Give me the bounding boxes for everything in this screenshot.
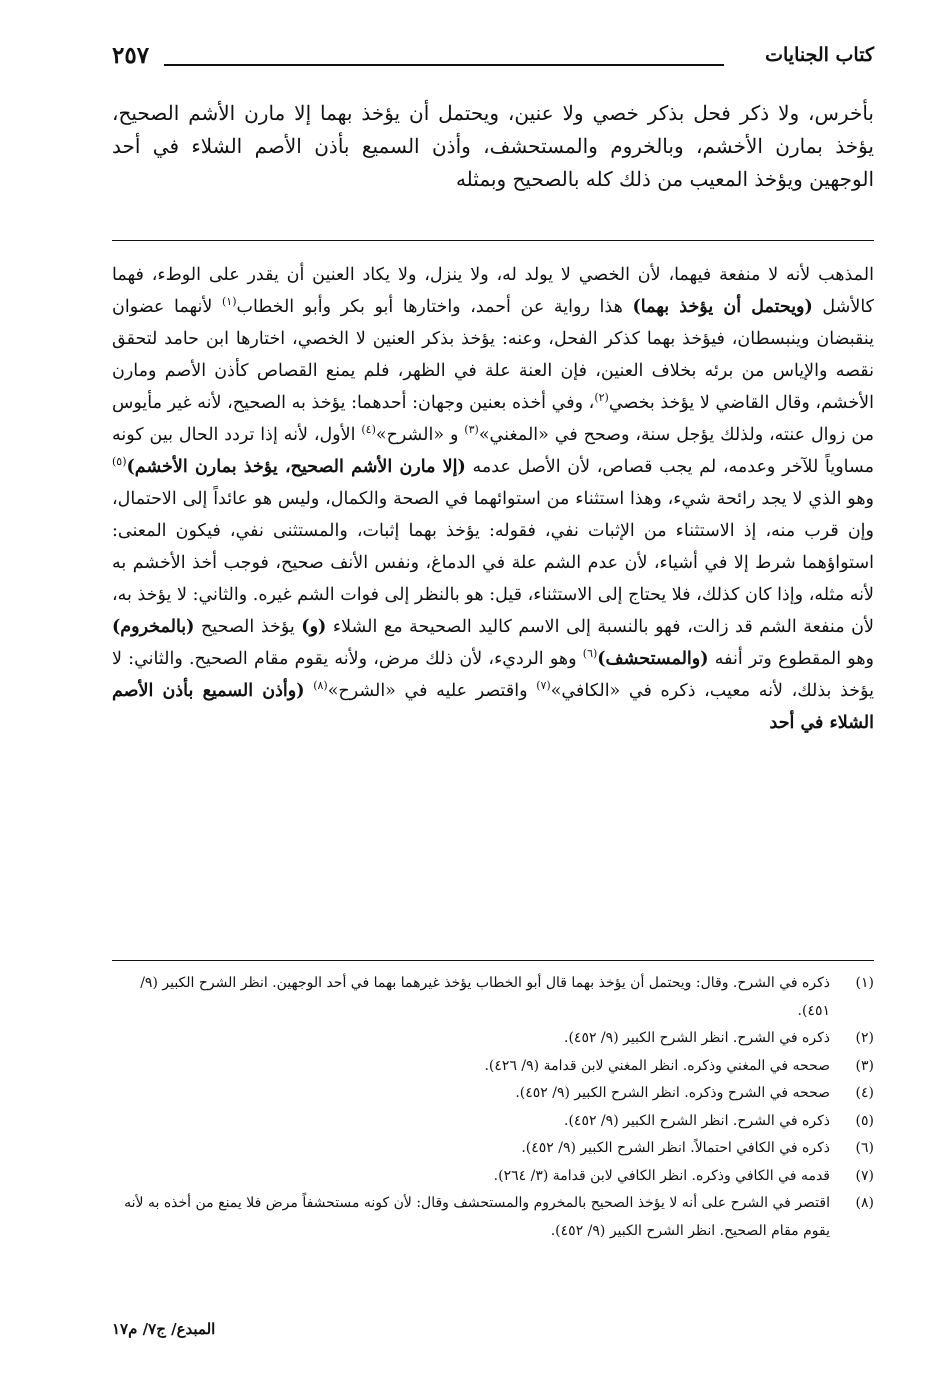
footnote-ref: (٤) — [361, 423, 376, 437]
footnote-number: (٢) — [855, 1030, 874, 1046]
signature-mark: المبدع/ ج٧/ م١٧ — [112, 1320, 216, 1338]
footnote-ref: (٥) — [112, 455, 127, 469]
footnote-ref: (٢) — [594, 391, 609, 405]
matn-quote: (ويحتمل أن يؤخذ بهما) — [632, 297, 813, 317]
footnote-ref: (٣) — [464, 423, 479, 437]
matn-quote: (إلا مارن الأشم الصحيح، يؤخذ بمارن الأخشم) — [126, 457, 466, 477]
footnote — [112, 970, 874, 1025]
footnote-text: ذكره في الكافي احتمالاً. انظر الشرح الكبير (٩/ ٤٥٢). — [521, 1140, 830, 1156]
commentary-run: واقتصر عليه في «الشرح» — [327, 681, 537, 701]
footnote — [112, 1025, 874, 1053]
commentary-run — [305, 681, 314, 701]
matn-quote: (و) — [301, 617, 327, 637]
footnote-separator — [112, 960, 874, 961]
commentary-run: وهو المقطوع وتر أنفه — [708, 649, 874, 669]
footnote — [112, 1135, 874, 1163]
footnote — [112, 1080, 874, 1108]
matn-quote: (بالمخروم) — [112, 617, 195, 637]
footnote-text: ذكره في الشرح. وقال: ويحتمل أن يؤخذ بهما قال أبو الخطاب يؤخذ غيرهما بهما في أحد الوجهين. انظر الشرح الكبير (٩/ ٤٥١). — [140, 975, 830, 1019]
page-header — [112, 40, 874, 74]
commentary-run: و «الشرح» — [375, 425, 465, 445]
footnote-ref: (٦) — [582, 647, 598, 661]
commentary-run: لأنهما عضوان ينقبضان وينبسطان، فيؤخذ بهما كذكر الفحل، وعنه: يؤخذ بذكر العنين لا الخصي، اختارها ابن حامد لتحقق نقصه والإياس من برئه بخلاف العنين، فإن العنة علة في الظهر، فلم يمنع القصاص كأذن الأصم ومارن الأخشم، وقال القاضي لا يؤخذ بخصي — [112, 297, 874, 413]
commentary-run: المذهب لأنه لا منفعة فيهما، لأن الخصي لا يولد له، ولا ينزل، ولا يكاد العنين أن يقدر على الوطء، فهما كالأشل — [112, 265, 874, 317]
footnote-text: صححه في الشرح وذكره. انظر الشرح الكبير (٩/ ٤٥٢). — [515, 1085, 830, 1101]
footnote-text: ذكره في الشرح. انظر الشرح الكبير (٩/ ٤٥٢). — [564, 1112, 830, 1129]
footnote-text: اقتصر في الشرح على أنه لا يؤخذ الصحيح بالمخروم والمستحشف وقال: لأن كونه مستحشفاً مرض فلا يمنع من أخذه به لأنه يقوم مقام الصحيح. انظر الشرح الكبير (٩/ ٤٥٢). — [124, 1195, 830, 1239]
footnote-number: (٦) — [855, 1140, 874, 1156]
footnote-text: قدمه في الكافي وذكره. انظر الكافي لابن قدامة (٣/ ٢٦٤). — [493, 1167, 830, 1184]
footnote-text: صححه في المغني وذكره. انظر المغني لابن قدامة (٩/ ٤٢٦). — [484, 1057, 830, 1074]
footnote-ref: (١) — [222, 295, 237, 309]
footnote-number: (٧) — [855, 1167, 874, 1184]
footnote — [112, 1190, 874, 1245]
matn-quote: (والمستحشف) — [597, 649, 709, 669]
footnote-number: (٨) — [855, 1195, 874, 1211]
commentary-run: وهو الذي لا يجد رائحة شيء، وهذا استثناء من استوائهما في الصحة والكمال، وليس هو عائداً إلى الاحتمال، وإن قرب منه، إذ الاستثناء من الإثبات نفي، فقوله: يؤخذ بهما إثبات، والمستثنى نفي، فيكون المعنى: استواؤهما شرط إلا في أشياء، لأن عدم الشم علة في الدماغ، ونفس الأنف صحيح، فوجب أخذ الأخشم به لأنه مثله، وإذا كان كذلك، فلا يحتاج إلى الاستثناء، قيل: هو بالنظر إلى فوات الشم غيره. والثاني: لا يؤخذ به، لأن منفعة الشم قد زالت، فهو بالنسبة إلى الاسم كاليد الصحيحة مع الشلاء — [112, 489, 874, 637]
text-separator — [112, 240, 874, 241]
commentary-run: يؤخذ الصحيح — [194, 617, 302, 637]
main-text: بأخرس، ولا ذكر فحل بذكر خصي ولا عنين، ويحتمل أن يؤخذ بهما إلا مارن الأشم الصحيح، يؤخذ بمارن الأخشم، وبالخروم والمستحشف، وأذن السميع بأذن الأصم الشلاء في أحد الوجهين ويؤخذ المعيب من ذلك كله بالصحيح وبمثله — [112, 101, 875, 191]
commentary-run: ، وفي أخذه بعنين وجهان: أحدهما: يؤخذ به الصحيح، لأنه غير مأيوس من زوال عنته، ولذلك يؤجل سنة، وصحح في «المغني» — [112, 393, 875, 445]
footnote-ref: (٨) — [313, 679, 328, 693]
footnote-number: (٤) — [855, 1085, 874, 1101]
page-number: ٢٥٧ — [112, 42, 150, 69]
footnote-number: (٥) — [855, 1112, 874, 1129]
footnote — [112, 1108, 874, 1136]
footnote — [112, 1053, 874, 1081]
commentary-run: الأول، لأنه إذا تردد الحال بين كونه مساوياً للآخر وعدمه، لم يجب قصاص، لأن الأصل عدمه — [112, 425, 874, 477]
commentary-run: هذا رواية عن أحمد، واختارها أبو بكر وأبو الخطاب — [236, 297, 633, 317]
commentary-text — [112, 259, 874, 739]
footnote-number: (٣) — [855, 1057, 874, 1074]
footnote-ref: (٧) — [536, 679, 551, 693]
footnote — [112, 1163, 874, 1191]
footnote-text: ذكره في الشرح. انظر الشرح الكبير (٩/ ٤٥٢). — [564, 1030, 830, 1046]
footnote-number: (١) — [855, 975, 874, 991]
commentary-run: وهو الرديء، لأن ذلك مرض، ولأنه يقوم مقام الصحيح. والثاني: لا يؤخذ بذلك، لأنه معيب، ذكره في «الكافي» — [112, 649, 874, 701]
book-title: كتاب الجنايات — [765, 44, 874, 66]
header-rule — [164, 64, 724, 66]
matn-quote: (وأذن السميع بأذن الأصم الشلاء في أحد — [112, 681, 874, 733]
footnotes — [112, 970, 874, 1245]
